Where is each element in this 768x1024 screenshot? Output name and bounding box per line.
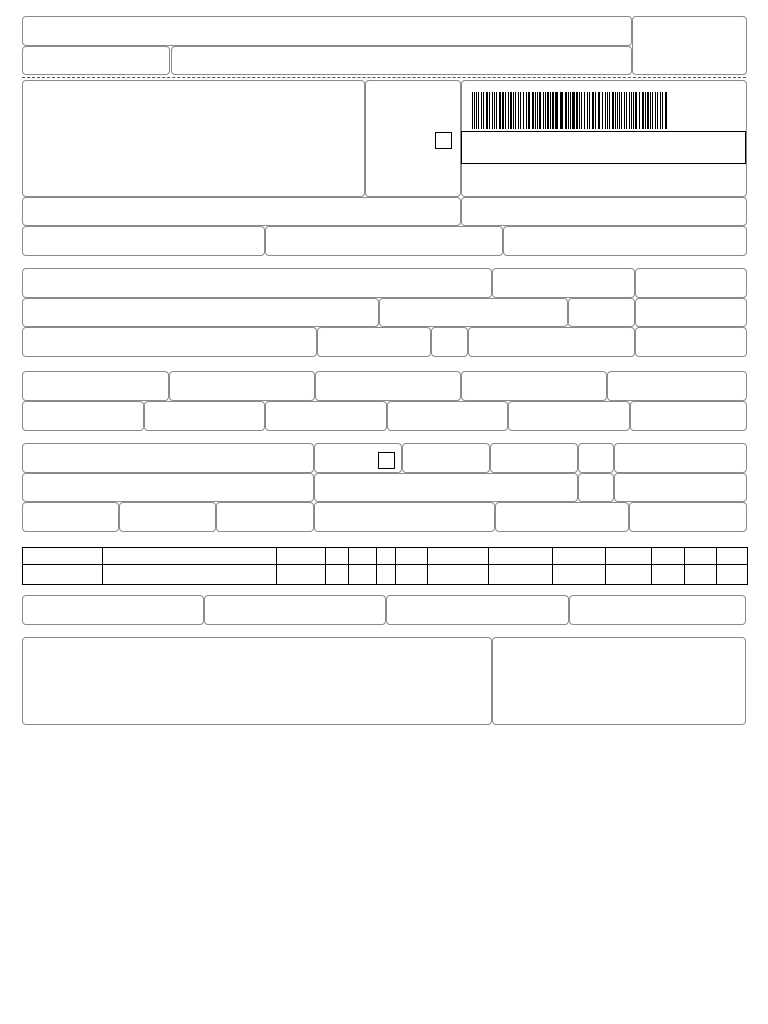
emitter-ie-field [22, 226, 265, 256]
table-cell [685, 565, 717, 585]
barcode-bar [576, 92, 578, 129]
barcode-bar [508, 92, 509, 129]
table-cell [103, 565, 277, 585]
tax-field [387, 401, 508, 431]
items-column-header [685, 548, 717, 565]
barcode-bar [602, 92, 603, 129]
carrier-ie-field [614, 473, 747, 502]
barcode-bar [555, 92, 558, 129]
items-column-header [326, 548, 349, 565]
barcode-bar [518, 92, 519, 129]
barcode-bar [572, 92, 575, 129]
tax-field [607, 371, 747, 401]
barcode-bar [481, 92, 482, 129]
barcode-bar [660, 92, 661, 129]
barcode-bar [647, 92, 649, 129]
recipient-district-field [379, 298, 568, 327]
barcode-bar [642, 92, 644, 129]
tax-field [630, 401, 747, 431]
emitter-ie-st-field [265, 226, 503, 256]
volume-brand-field [216, 502, 314, 532]
table-row [23, 565, 748, 585]
barcode-bar [515, 92, 516, 129]
barcode-bar [472, 92, 473, 129]
tax-field [22, 371, 169, 401]
table-cell [377, 565, 396, 585]
access-key-box [461, 131, 746, 164]
items-column-header [377, 548, 396, 565]
table-cell [396, 565, 428, 585]
barcode-bar [505, 92, 506, 129]
barcode-image [470, 92, 670, 129]
exit-time-field [635, 327, 747, 357]
barcode-bar [617, 92, 618, 129]
barcode-bar [510, 92, 512, 129]
recipient-address-field [22, 298, 379, 327]
table-cell [717, 565, 748, 585]
additional-info-box [22, 637, 492, 725]
items-column-header [553, 548, 606, 565]
items-column-header [652, 548, 685, 565]
carrier-address-field [22, 473, 314, 502]
barcode-bar [483, 92, 484, 129]
tax-field [22, 401, 144, 431]
issqn-field [569, 595, 746, 625]
items-column-header [717, 548, 748, 565]
barcode-bar [635, 92, 637, 129]
table-cell [652, 565, 685, 585]
barcode-bar [532, 92, 534, 129]
carrier-cnpj-field [614, 443, 747, 473]
barcode-bar [598, 92, 600, 129]
barcode-bar [633, 92, 634, 129]
freight-mode-checkbox[interactable] [378, 452, 395, 469]
barcode-bar [528, 92, 530, 129]
barcode-bar [607, 92, 608, 129]
recipient-phone-field [317, 327, 431, 357]
barcode-bar [619, 92, 620, 129]
table-cell [428, 565, 489, 585]
barcode-bar [570, 92, 571, 129]
barcode-bar [652, 92, 653, 129]
authorization-protocol-field [461, 197, 747, 226]
barcode-bar [629, 92, 630, 129]
barcode-bar [579, 92, 580, 129]
issqn-field [204, 595, 386, 625]
emitter-cnpj-field [503, 226, 747, 256]
barcode-bar [474, 92, 475, 129]
items-column-header [349, 548, 377, 565]
barcode-bar [535, 92, 536, 129]
vehicle-uf-field [578, 443, 614, 473]
exit-date-field [635, 298, 747, 327]
barcode-bar [581, 92, 582, 129]
items-column-header [396, 548, 428, 565]
barcode-bar [650, 92, 651, 129]
barcode-bar [589, 92, 590, 129]
barcode-bar [526, 92, 527, 129]
receipt-date-field[interactable] [22, 46, 170, 75]
barcode-bar [478, 92, 479, 129]
barcode-bar [631, 92, 632, 129]
issqn-field [386, 595, 569, 625]
barcode-bar [624, 92, 625, 129]
items-column-header [428, 548, 489, 565]
table-cell [553, 565, 606, 585]
consult-text [465, 168, 741, 194]
barcode-bar [655, 92, 656, 129]
barcode-bar [494, 92, 495, 129]
recipient-city-field [22, 327, 317, 357]
operation-nature-field [22, 197, 461, 226]
barcode-bar [492, 92, 493, 129]
barcode-bar [662, 92, 663, 129]
recipient-cep-field [568, 298, 635, 327]
table-cell [349, 565, 377, 585]
reserved-fisco-box [492, 637, 746, 725]
barcode-bar [539, 92, 541, 129]
tax-field [265, 401, 387, 431]
barcode-bar [552, 92, 554, 129]
tax-field [508, 401, 630, 431]
items-header-row [23, 548, 748, 565]
barcode-bar [595, 92, 596, 129]
cut-line-divider [22, 77, 746, 78]
items-column-header [23, 548, 103, 565]
emitter-identification-box [22, 80, 365, 197]
carrier-name-field [22, 443, 314, 473]
volume-numbering-field [314, 502, 495, 532]
barcode-bar [645, 92, 646, 129]
barcode-bar [543, 92, 544, 129]
net-weight-field [629, 502, 747, 532]
barcode-bar [550, 92, 551, 129]
barcode-bar [560, 92, 563, 129]
barcode-bar [489, 92, 490, 129]
barcode-bar [592, 92, 594, 129]
items-column-header [103, 548, 277, 565]
table-cell [277, 565, 326, 585]
entry-exit-checkbox[interactable] [435, 132, 452, 149]
barcode-bar [612, 92, 614, 129]
barcode-bar [523, 92, 524, 129]
barcode-bar [665, 92, 667, 129]
barcode-bar [639, 92, 640, 129]
items-column-header [489, 548, 553, 565]
tax-field [461, 371, 607, 401]
barcode-bar [486, 92, 488, 129]
barcode-bar [609, 92, 610, 129]
barcode-bar [476, 92, 477, 129]
tax-field [315, 371, 461, 401]
carrier-city-field [314, 473, 578, 502]
table-cell [326, 565, 349, 585]
barcode-bar [584, 92, 585, 129]
issqn-field [22, 595, 204, 625]
barcode-bar [547, 92, 549, 129]
table-cell [489, 565, 553, 585]
volume-species-field [119, 502, 216, 532]
recipient-uf-field [431, 327, 468, 357]
barcode-bar [537, 92, 538, 129]
barcode-bar [513, 92, 514, 129]
carrier-uf-field [578, 473, 614, 502]
barcode-bar [587, 92, 588, 129]
barcode-bar [605, 92, 606, 129]
barcode-bar [502, 92, 504, 129]
gross-weight-field [495, 502, 629, 532]
barcode-bar [565, 92, 567, 129]
emission-date-field [635, 268, 747, 298]
nfe-number-box [632, 16, 747, 75]
items-table [22, 547, 748, 585]
barcode-bar [499, 92, 501, 129]
barcode-bar [626, 92, 627, 129]
table-cell [23, 565, 103, 585]
recipient-cnpj-field [492, 268, 635, 298]
tax-field [169, 371, 315, 401]
recipient-name-field [22, 268, 492, 298]
barcode-bar [621, 92, 622, 129]
table-cell [606, 565, 652, 585]
receipt-signature-field[interactable] [171, 46, 632, 75]
tax-field [144, 401, 265, 431]
barcode-bar [615, 92, 616, 129]
barcode-bar [545, 92, 546, 129]
recipient-ie-field [468, 327, 635, 357]
items-column-header [606, 548, 652, 565]
vehicle-plate-field [490, 443, 578, 473]
barcode-bar [657, 92, 658, 129]
barcode-bar [568, 92, 569, 129]
barcode-bar [496, 92, 497, 129]
receipt-text-box [22, 16, 632, 46]
volume-quantity-field [22, 502, 119, 532]
items-column-header [277, 548, 326, 565]
antt-code-field [402, 443, 490, 473]
barcode-bar [520, 92, 521, 129]
